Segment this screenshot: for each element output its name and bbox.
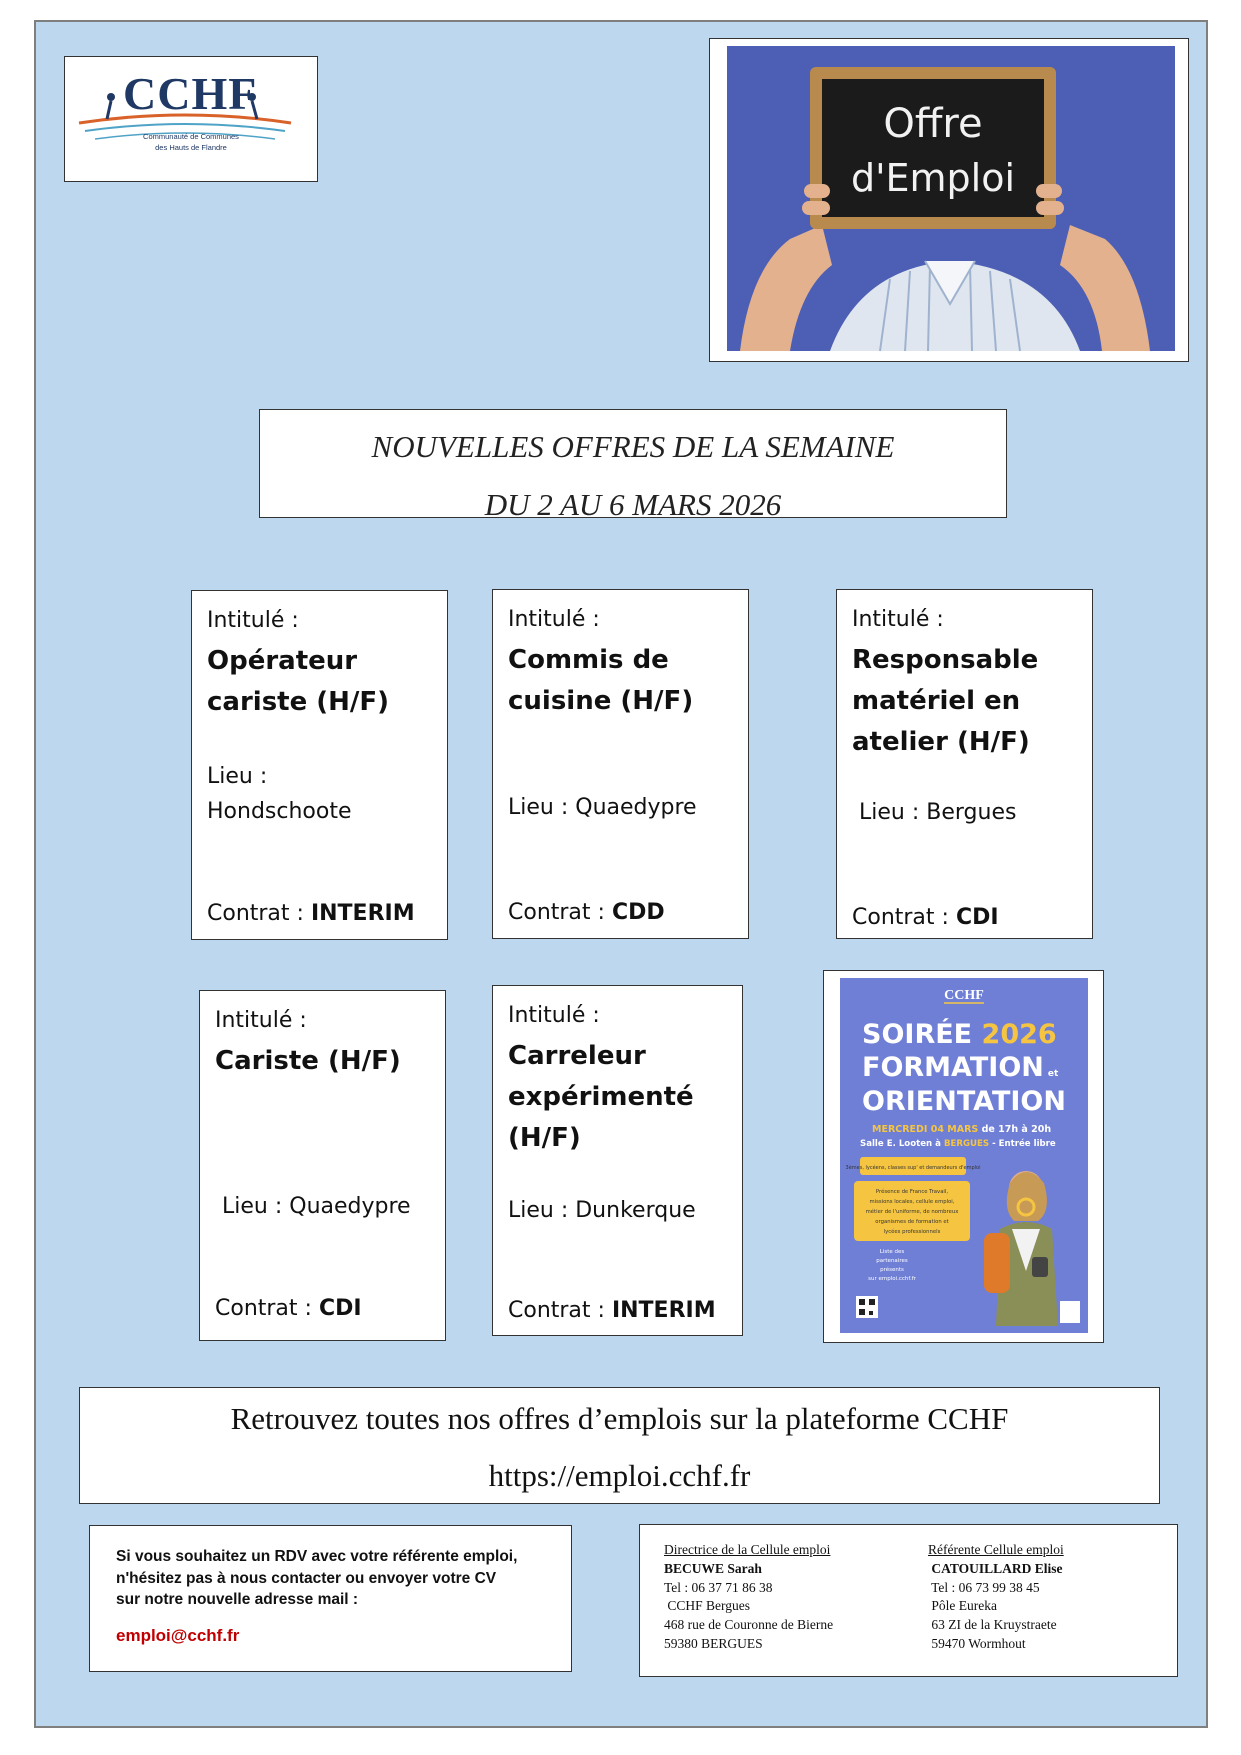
poster-title-3: ORIENTATION xyxy=(862,1086,1066,1117)
logo-wordmark: CCHF xyxy=(123,68,258,119)
logo-subtitle: Communauté de Communes des Hauts de Flandre xyxy=(143,132,239,152)
poster-venue: Salle E. Looten à BERGUES - Entrée libre xyxy=(860,1139,1056,1149)
intitule-label: Intitulé : xyxy=(508,607,600,632)
rdv-text-3: sur notre nouvelle adresse mail : xyxy=(116,1591,359,1608)
platform-text: Retrouvez toutes nos offres d’emplois sur la plateforme CCHF xyxy=(230,1401,1009,1436)
job-contract: Contrat : INTERIM xyxy=(207,901,415,926)
svg-text:présents: présents xyxy=(880,1267,904,1273)
contact-director: Directrice de la Cellule emploi BECUWE Sarah Tel : 06 37 71 86 38 CCHF Bergues 468 rue de Couronne de Bierne 59380 BERGUES xyxy=(664,1542,834,1651)
poster-title-1: SOIRÉE 2026 xyxy=(862,1019,1057,1050)
chalkboard-text-line1: Offre xyxy=(883,101,983,147)
poster-artwork xyxy=(824,971,1103,1342)
poster-title-2: FORMATION et xyxy=(862,1052,1059,1083)
job-contract: Contrat : CDD xyxy=(508,900,665,925)
email-link[interactable]: emploi@cchf.fr xyxy=(116,1625,240,1645)
job-location: Lieu : Quaedypre xyxy=(222,1194,411,1219)
contact-referente: Référente Cellule emploi CATOUILLARD Elise Tel : 06 73 99 38 45 Pôle Eureka 63 ZI de la Kruystraete 59470 Wormhout xyxy=(928,1542,1064,1651)
svg-text:organismes de formation et: organismes de formation et xyxy=(875,1219,949,1225)
job-title: Commis de cuisine (H/F) xyxy=(508,645,694,716)
offre-emploi-photo xyxy=(709,38,1189,362)
job-location: Lieu : Quaedypre xyxy=(508,795,697,820)
platform-banner xyxy=(79,1387,1160,1504)
person-holding-chalkboard-image xyxy=(710,39,1188,361)
contacts-box xyxy=(639,1524,1178,1677)
svg-text:partenaires: partenaires xyxy=(876,1258,908,1264)
rdv-text-2: n'hésitez pas à nous contacter ou envoyer votre CV xyxy=(116,1569,497,1587)
job-location: Lieu : Dunkerque xyxy=(508,1198,696,1223)
job-title: Carreleur expérimenté (H/F) xyxy=(508,1041,694,1153)
title-line-2: DU 2 AU 6 MARS 2026 xyxy=(484,487,782,522)
job-contract: Contrat : CDI xyxy=(852,905,999,930)
rdv-text-1: Si vous souhaitez un RDV avec votre référente emploi, xyxy=(116,1548,518,1565)
job-card[interactable] xyxy=(191,590,448,940)
weekly-offers-title xyxy=(259,409,1007,522)
crest-icon xyxy=(1060,1301,1080,1323)
job-location: Lieu : Hondschoote xyxy=(207,764,352,824)
job-title: Opérateur cariste (H/F) xyxy=(207,646,390,717)
intitule-label: Intitulé : xyxy=(207,608,299,633)
job-contract: Contrat : CDI xyxy=(215,1296,362,1321)
poster-brand: CCHF xyxy=(944,988,984,1003)
svg-text:sur emploi.cchf.fr: sur emploi.cchf.fr xyxy=(868,1276,916,1282)
job-card[interactable] xyxy=(492,589,749,939)
intitule-label: Intitulé : xyxy=(508,1003,600,1028)
event-poster[interactable] xyxy=(823,970,1104,1343)
title-line-1: NOUVELLES OFFRES DE LA SEMAINE xyxy=(371,429,895,464)
job-title: Cariste (H/F) xyxy=(215,1046,401,1076)
intitule-label: Intitulé : xyxy=(215,1008,307,1033)
svg-text:Présence de France Travail,: Présence de France Travail, xyxy=(875,1189,949,1195)
poster-date: MERCREDI 04 MARS de 17h à 20h xyxy=(872,1124,1052,1135)
svg-text:missions locales, cellule empl: missions locales, cellule emploi, xyxy=(869,1199,955,1205)
platform-url-link[interactable]: https://emploi.cchf.fr xyxy=(488,1458,751,1493)
svg-text:métier de l'uniforme, de nombr: métier de l'uniforme, de nombreux xyxy=(865,1209,959,1215)
chalkboard-text-line2: d'Emploi xyxy=(850,156,1016,200)
job-card[interactable] xyxy=(199,990,446,1341)
rdv-info-box xyxy=(89,1525,572,1672)
intitule-label: Intitulé : xyxy=(852,607,944,632)
poster-tag: 3èmes, lycéens, classes sup' et demandeurs d'emploi xyxy=(845,1165,981,1171)
job-location: Lieu : Bergues xyxy=(859,800,1017,825)
job-card[interactable] xyxy=(836,589,1093,939)
svg-text:lycées professionnels: lycées professionnels xyxy=(883,1229,941,1235)
svg-text:Liste des: Liste des xyxy=(879,1249,905,1255)
job-title: Responsable matériel en atelier (H/F) xyxy=(852,645,1039,757)
job-card[interactable] xyxy=(492,985,743,1336)
job-contract: Contrat : INTERIM xyxy=(508,1298,716,1323)
cchf-logo xyxy=(64,56,318,182)
